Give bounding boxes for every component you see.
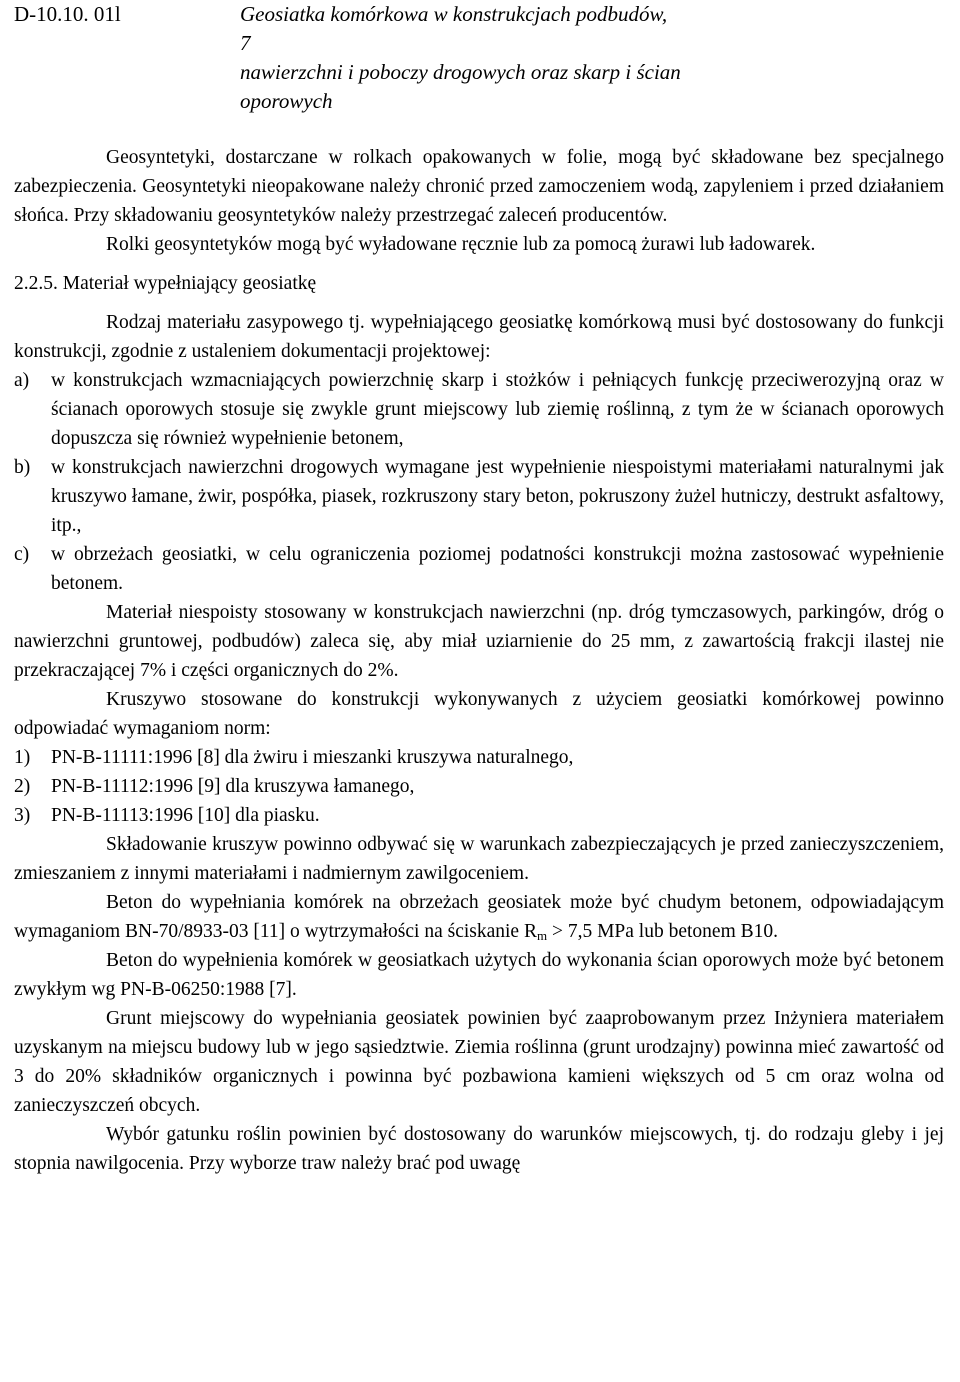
paragraph-plant-selection: Wybór gatunku roślin powinien być dostosowany do warunków miejscowych, tj. do rodzaju gleby i jej stopnia nawilgocenia. Przy wyborze traw należy brać pod uwagę [14,1124,944,1174]
paragraph-local-soil: Grunt miejscowy do wypełniania geosiatek powinien być zaaprobowanym przez Inżyniera materiałem uzyskanym na miejscu budowy lub w jego sąsiedztwie. Ziemia roślinna (grunt urodzajny) powinna mieć zawartość od 3 do 20% składników organicznych i powinna być pozbawiona kamieni większych od 5 cm oraz wolna od zanieczyszczeń obcych. [14,1008,944,1116]
list-item [14,366,944,453]
paragraph-wall-concrete: Beton do wypełnienia komórek w geosiatkach użytych do wykonania ścian oporowych może być betonem zwykłym wg PN-B-06250:1988 [7]. [14,950,944,1000]
title-line-3: nawierzchni i poboczy drogowych oraz skarp i ścian [240,60,681,84]
subscript-m: m [536,928,548,943]
paragraph-aggregate: Kruszywo stosowane do konstrukcji wykonywanych z użyciem geosiatki komórkowej powinno odpowiadać wymaganiom norm: [14,689,944,739]
page-number: 7 [240,31,251,55]
paragraph-unloading: Rolki geosyntetyków mogą być wyładowane ręcznie lub za pomocą żurawi lub ładowarek. [106,234,816,255]
title-line-4: oporowych [240,89,333,113]
paragraph-noncohesive: Materiał niespoisty stosowany w konstrukcjach nawierzchni (np. dróg tymczasowych, parkingów, dróg o nawierzchni gruntowej, podbudów) zaleca się, aby miał uziarnienie do 25 mm, z zawartością frakcji ilastej nie przekraczającej 7% i części organicznych do 2%. [14,602,944,681]
list-marker: a) [14,370,30,391]
paragraph-storage: Geosyntetyki, dostarczane w rolkach opakowanych w folie, mogą być składowane bez specjalnego zabezpieczenia. Geosyntetyki nieopakowane należy chronić przed zamoczeniem wodą, zapyleniem i przed działaniem słońca. Przy składowaniu geosyntetyków należy przestrzegać zaleceń producentów. [14,147,944,226]
list-item [14,743,944,772]
list-item-text: PN-B-11111:1996 [8] dla żwiru i mieszanki kruszywa naturalnego, [51,747,574,768]
list-marker: c) [14,544,30,565]
list-marker: 2) [14,776,31,797]
page-header [14,0,954,113]
paragraph-aggregate-storage: Składowanie kruszyw powinno odbywać się w warunkach zabezpieczających je przed zanieczyszczeniem, zmieszaniem z innymi materiałami i nadmiernym zawilgoceniem. [14,834,944,884]
document-code: D-10.10. 01l [14,2,121,26]
list-item-text: w konstrukcjach nawierzchni drogowych wymagane jest wypełnienie niespoistymi materiałami naturalnymi jak kruszywo łamane, żwir, pospółka, piasek, rozkruszony stary beton, pokruszony żużel hutniczy, destrukt asfaltowy, itp., [51,457,944,536]
list-item [14,801,944,830]
section-heading [14,269,944,298]
section-heading-text: 2.2.5. Materiał wypełniający geosiatkę [14,273,317,294]
document-title [240,0,800,116]
lean-concrete-text: Beton do wypełniania komórek na obrzeżach geosiatek może być chudym betonem, odpowiadającym wymaganiom BN-70/8933-03 [11] o wytrzymałości na ściskanie R [14,892,944,942]
list-marker: 3) [14,805,31,826]
list-item-text: w konstrukcjach wzmacniających powierzchnię skarp i stożków i pełniących funkcję przeciwerozyjną oraz w ścianach oporowych stosuje się zwykle grunt miejscowy lub ziemię roślinną, z tym że w ścianach oporowych dopuszcza się również wypełnienie betonem, [51,370,944,449]
paragraph-lean-concrete [14,888,944,946]
norm-list [14,743,944,830]
paragraph-fill-type: Rodzaj materiału zasypowego tj. wypełniającego geosiatkę komórkową musi być dostosowany do funkcji konstrukcji, zgodnie z ustaleniem dokumentacji projektowej: [14,312,944,362]
list-item-text: PN-B-11113:1996 [10] dla piasku. [51,805,320,826]
list-item [14,772,944,801]
list-marker: 1) [14,747,31,768]
lean-concrete-strength: > 7,5 MPa lub betonem B10. [547,921,778,942]
list-item-text: w obrzeżach geosiatki, w celu ograniczenia poziomej podatności konstrukcji można zastosować wypełnienie betonem. [51,544,944,594]
document-body [14,143,944,1178]
title-line-1: Geosiatka komórkowa w konstrukcjach podbudów, [240,2,668,26]
fill-application-list [14,366,944,598]
list-item [14,540,944,598]
list-marker: b) [14,457,31,478]
list-item-text: PN-B-11112:1996 [9] dla kruszywa łamanego, [51,776,415,797]
list-item [14,453,944,540]
